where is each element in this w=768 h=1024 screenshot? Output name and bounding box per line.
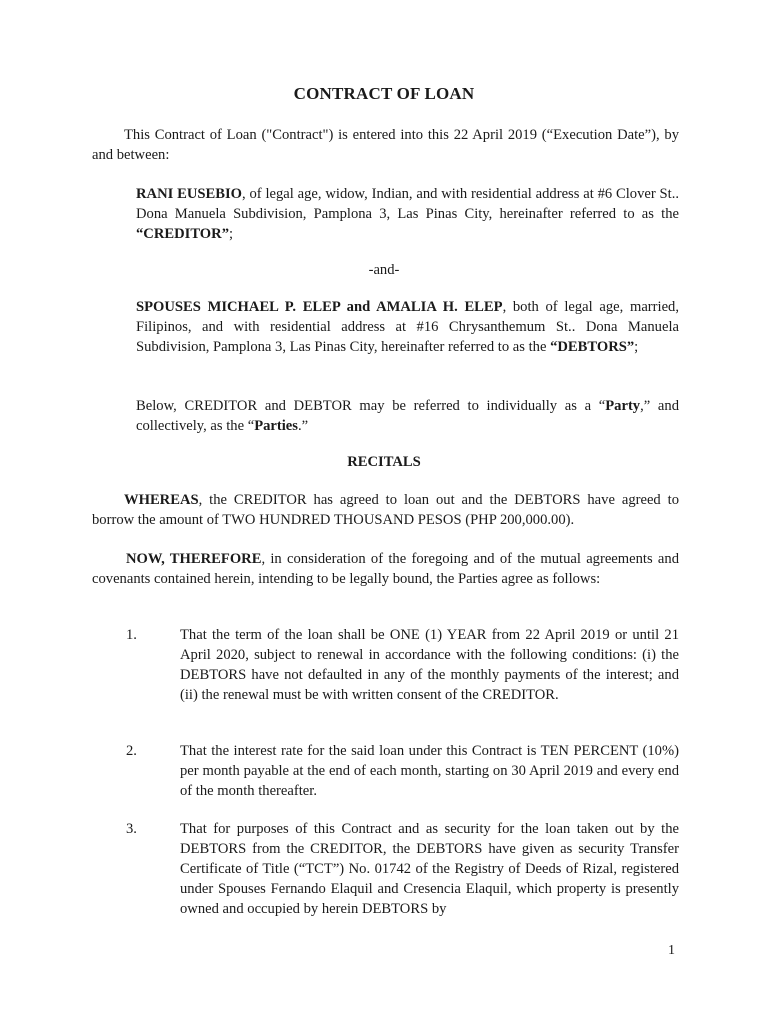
list-item-text: That the term of the loan shall be ONE (1) YEAR from 22 April 2019 or until 21 April 2020, subject to renewal in accordance with the following conditions: (i) the DEBTORS have not defaulted in any of the monthly payments of the interest; and (ii) the renewal must be with written consent of the CREDITOR.	[180, 627, 679, 703]
creditor-details: , of legal age, widow, Indian, and with residential address at #6 Clover St.. Dona Manuela Subdivision, Pamplona 3, Las Pinas City, hereinafter referred to as the	[136, 186, 679, 222]
debtors-label: “DEBTORS”	[550, 339, 635, 355]
now-therefore-text: , in consideration of the foregoing and of the mutual agreements and covenants contained herein, intending to be legally bound, the Parties agree as follows:	[92, 551, 679, 587]
page-number: 1	[668, 943, 675, 958]
list-item-number: 2.	[126, 743, 137, 759]
creditor-label: “CREDITOR”	[136, 226, 229, 242]
party-term: Party	[605, 398, 641, 414]
debtors-paragraph	[136, 297, 679, 357]
debtors-end: ;	[634, 339, 639, 355]
list-item-text: That the interest rate for the said loan under this Contract is TEN PERCENT (10%) per month payable at the end of each month, starting on 30 April 2019 and every end of the month thereafter.	[180, 743, 679, 799]
parties-term: Parties	[254, 418, 298, 434]
whereas-lead: WHEREAS	[124, 492, 199, 508]
creditor-name: RANI EUSEBIO	[136, 186, 243, 202]
parties-text-2: ,” and collectively, as the “	[136, 398, 679, 434]
parties-paragraph	[136, 396, 679, 436]
creditor-paragraph	[136, 184, 679, 244]
whereas-text: , the CREDITOR has agreed to loan out and the DEBTORS have agreed to borrow the amount of TWO HUNDRED THOUSAND PESOS (PHP 200,000.00).	[92, 492, 679, 528]
intro-paragraph: This Contract of Loan ("Contract") is entered into this 22 April 2019 (“Execution Date”), by and between:	[92, 127, 679, 163]
document-title: CONTRACT OF LOAN	[293, 84, 475, 103]
debtors-name: SPOUSES MICHAEL P. ELEP and AMALIA H. ELEP	[136, 299, 503, 315]
list-item-number: 3.	[126, 821, 137, 837]
now-therefore-paragraph	[92, 549, 679, 589]
parties-text-3: .”	[297, 418, 309, 434]
creditor-end: ;	[229, 226, 234, 242]
whereas-paragraph	[92, 490, 679, 530]
list-item-text: That for purposes of this Contract and as security for the loan taken out by the DEBTORS from the CREDITOR, the DEBTORS have given as security Transfer Certificate of Title (“TCT”) No. 01742 of the Registry of Deeds of Rizal, registered under Spouses Fernando Elaquil and Cresencia Elaquil, which property is presently owned and occupied by herein DEBTORS by	[180, 821, 679, 917]
list-item-number: 1.	[126, 627, 137, 643]
recitals-heading: RECITALS	[347, 454, 421, 470]
debtors-details: , both of legal age, married, Filipinos, and with residential address at #16 Chrysanthemum St.. Dona Manuela Subdivision, Pamplona 3, Las Pinas City, hereinafter referred to as the	[136, 299, 679, 355]
parties-text-1: Below, CREDITOR and DEBTOR may be referred to individually as a “	[136, 398, 606, 414]
and-separator: -and-	[368, 262, 400, 278]
now-therefore-lead: NOW, THEREFORE	[126, 551, 262, 567]
